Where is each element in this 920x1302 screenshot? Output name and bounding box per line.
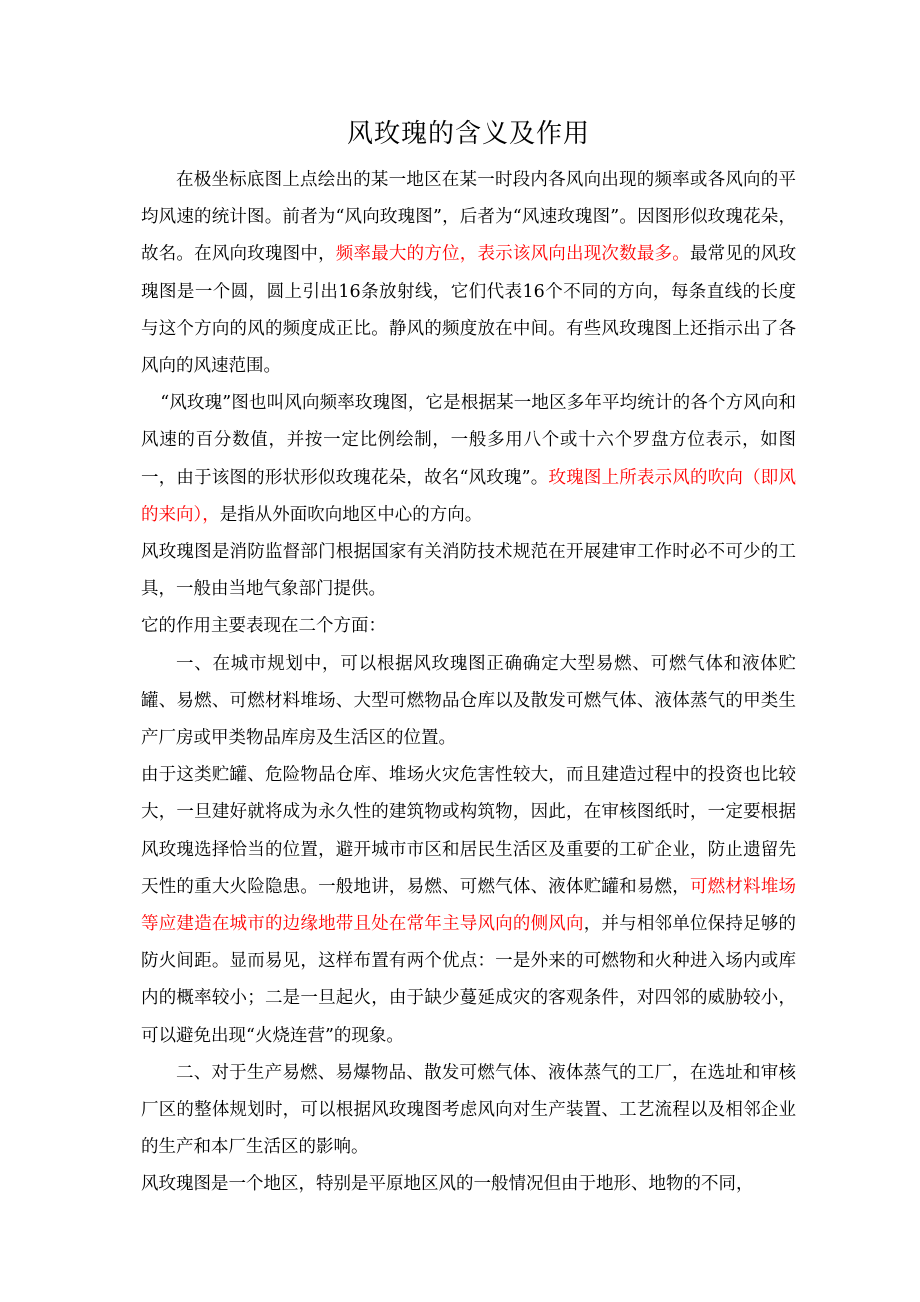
document-title: 风玫瑰的含义及作用 (346, 119, 590, 149)
paragraph-definition-highlight: 频率最大的方位，表示该风向出现次数最多。 (335, 244, 690, 265)
paragraph-frequency-rose-text-b: 是指从外面吹向地区中心的方向。 (219, 504, 483, 525)
paragraph-fire-tool: 风玫瑰图是消防监督部门根据国家有关消防技术规范在开展建审工作时必不可少的工具，一般由当地气象部门提供。 (141, 542, 796, 600)
paragraph-frequency-rose-highlight: 玫瑰图上所表示风的吹向（即风的来向）， (141, 467, 796, 525)
paragraph-function-one: 一、在城市规划中，可以根据风玫瑰图正确确定大型易燃、可燃气体和液体贮罐、易燃、可燃材料堆场、大型可燃物品仓库以及散发可燃气体、液体蒸气的甲类生产厂房或甲类物品库房及生活区的位置。 (141, 653, 796, 749)
paragraph-functions-intro: 它的作用主要表现在二个方面： (141, 616, 386, 637)
paragraph-storage-location-highlight: 可燃材料堆场等应建造在城市的边缘地带且处在常年主导风向的侧风向 (141, 876, 797, 935)
paragraph-frequency-rose-text-a: “风玫瑰”图也叫风向频率玫瑰图，它是根据某一地区多年平均统计的各个方风向和风速的百分数值，并按一定比例绘制，一般多用八个或十六个罗盘方位表示，如图一，由于该图的形状形似玫瑰花朵，故名“风玫瑰”。 (141, 393, 796, 488)
paragraph-terrain-note: 风玫瑰图是一个地区，特别是平原地区风的一般情况但由于地形、地物的不同， (141, 1174, 754, 1195)
document-page (141, 112, 796, 1204)
paragraph-function-two: 二、对于生产易燃、易爆物品、散发可燃气体、液体蒸气的工厂，在选址和审核厂区的整体规划时，可以根据风玫瑰图考虑风向对生产装置、工艺流程以及相邻企业的生产和本厂生活区的影响。 (141, 1062, 796, 1158)
paragraph-definition-text-a: 在极坐标底图上点绘出的某一地区在某一时段内各风向出现的频率或各风向的平均风速的统计图。前者为“风向玫瑰图”，后者为“风速玫瑰图”。因图形似玫瑰花朵，故名。在风向玫瑰图中， (141, 170, 796, 265)
paragraph-storage-location (141, 757, 796, 1055)
paragraph-storage-location-text-a: 由于这类贮罐、危险物品仓库、堆场火灾危害性较大，而且建造过程中的投资也比较大，一旦建好就将成为永久性的建筑物或构筑物，因此，在审核图纸时，一定要根据风玫瑰选择恰当的位置，避开城市市区和居民生活区及重要的工矿企业，防止遗留先天性的重大火险隐患。一般地讲，易燃、可燃气体、液体贮罐和易燃， (141, 765, 796, 897)
paragraph-frequency-rose (141, 385, 796, 534)
paragraph-storage-location-text-b: ，并与相邻单位保持足够的防火间距。显而易见，这样布置有两个优点：一是外来的可燃物和火种进入场内或库内的概率较小；二是一旦起火，由于缺少蔓延成灾的客观条件，对四邻的威胁较小，可以避免出现“火烧连营”的现象。 (141, 914, 797, 1046)
paragraph-definition (141, 162, 796, 385)
paragraph-definition-text-b: 最常见的风玫瑰图是一个圆，圆上引出16条放射线，它们代表16个不同的方向，每条直线的长度与这个方向的风的频度成正比。静风的频度放在中间。有些风玫瑰图上还指示出了各风向的风速范围。 (141, 244, 797, 377)
